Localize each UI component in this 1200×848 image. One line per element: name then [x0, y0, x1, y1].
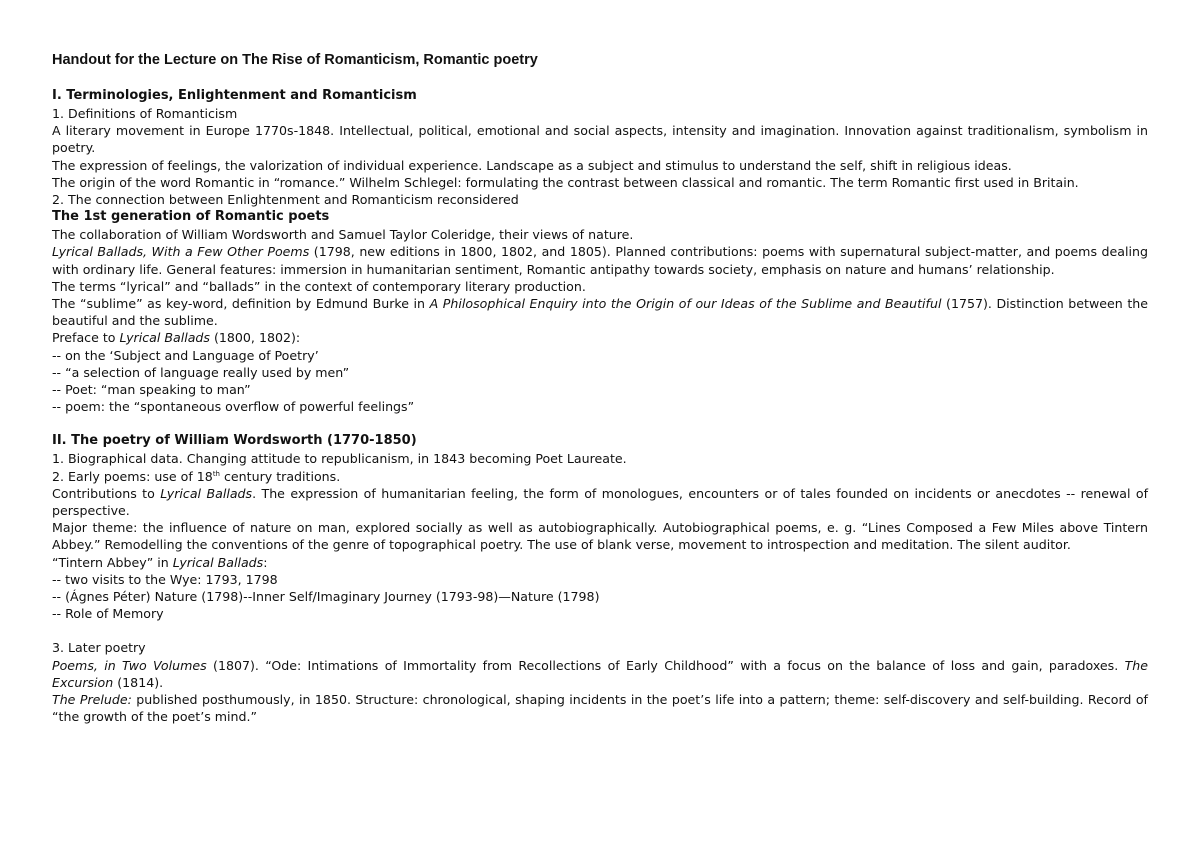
- handout-page: [52, 50, 1148, 726]
- paragraph: The “sublime” as key-word, definition by Edmund Burke in A Philosophical Enquiry into the Origin of our Ideas of the Sublime and Beautiful (1757). Distinction between the beautiful and the sublime.: [52, 296, 1148, 329]
- paragraph: Poems, in Two Volumes (1807). “Ode: Intimations of Immortality from Recollections of Early Childhood” with a focus on the balance of loss and gain, paradoxes. The Excursion (1814).: [52, 657, 1148, 690]
- book-title: The Excursion: [52, 657, 1148, 690]
- list-item: -- two visits to the Wye: 1793, 1798: [52, 571, 278, 587]
- paragraph: Contributions to Lyrical Ballads. The expression of humanitarian feeling, the form of monologues, encounters or of tales founded on incidents or anecdotes -- renewal of perspective.: [52, 485, 1149, 519]
- biographical-subheading: 1. Biographical data. Changing attitude to republicanism, in 1843 becoming Poet Laureate.: [52, 451, 627, 467]
- paragraph: The collaboration of William Wordsworth and Samuel Taylor Coleridge, their views of nature.: [52, 227, 634, 243]
- paragraph: Preface to Lyrical Ballads (1800, 1802):: [52, 330, 301, 346]
- first-generation-heading: The 1st generation of Romantic poets: [52, 209, 330, 225]
- paragraph: The Prelude: published posthumously, in 1850. Structure: chronological, shaping incidents in the poet’s life into a pattern; theme: self-discovery and self-building. Record of “the growth of the poet’s mind.”: [52, 692, 1148, 725]
- list-item: -- “a selection of language really used by men”: [52, 364, 350, 380]
- list-item: -- (Ágnes Péter) Nature (1798)--Inner Self/Imaginary Journey (1793-98)—Nature (1798): [52, 589, 600, 605]
- section-1-heading: I. Terminologies, Enlightenment and Romanticism: [52, 88, 417, 103]
- book-title: Lyrical Ballads: [160, 485, 253, 501]
- book-title: Lyrical Ballads: [119, 330, 210, 346]
- connection-subheading: 2. The connection between Enlightenment and Romanticism reconsidered: [52, 192, 519, 208]
- paragraph: The origin of the word Romantic in “romance.” Wilhelm Schlegel: formulating the contrast between classical and romantic. The term Romantic first used in Britain.: [52, 174, 1079, 190]
- paragraph: The expression of feelings, the valorization of individual experience. Landscape as a subject and stimulus to understand the self, shift in religious ideas.: [52, 157, 1012, 173]
- book-title: Lyrical Ballads: [172, 554, 264, 570]
- later-poetry-subheading: 3. Later poetry: [52, 640, 146, 656]
- list-item: -- on the ‘Subject and Language of Poetry’: [52, 347, 319, 363]
- section-2-heading: II. The poetry of William Wordsworth (1770-1850): [52, 433, 417, 449]
- book-title: Poems, in Two Volumes: [52, 657, 207, 673]
- early-poems-subheading: 2. Early poems: use of 18th century traditions.: [52, 468, 341, 484]
- paragraph: Major theme: the influence of nature on man, explored socially as well as autobiographically. Autobiographical poems, e. g. “Lines Composed a Few Miles above Tintern Abbey.” Remodelling the conventions of the genre of topographical poetry. The use of blank verse, movement to introspection and meditation. The silent auditor.: [52, 520, 1148, 553]
- definitions-subheading: 1. Definitions of Romanticism: [52, 106, 238, 121]
- book-title: Lyrical Ballads, With a Few Other Poems: [52, 244, 310, 260]
- document-title: Handout for the Lecture on The Rise of Romanticism, Romantic poetry: [52, 52, 538, 68]
- list-item: -- Poet: “man speaking to man”: [52, 382, 251, 398]
- book-title: The Prelude:: [52, 692, 132, 708]
- paragraph: “Tintern Abbey” in Lyrical Ballads:: [52, 554, 268, 570]
- paragraph: Lyrical Ballads, With a Few Other Poems (1798, new editions in 1800, 1802, and 1805). Planned contributions: poems with supernatural subject-matter, and poems dealing with ordinary life. General features: immersion in humanitarian sentiment, Romantic antipathy towards society, emphasis on nature and humans’ relationship.: [52, 244, 1148, 277]
- list-item: -- Role of Memory: [52, 606, 164, 622]
- paragraph: The terms “lyrical” and “ballads” in the context of contemporary literary production.: [52, 278, 586, 294]
- paragraph: A literary movement in Europe 1770s-1848. Intellectual, political, emotional and social aspects, intensity and imagination. Innovation against traditionalism, symbolism in poetry.: [52, 123, 1148, 156]
- list-item: -- poem: the “spontaneous overflow of powerful feelings”: [52, 399, 415, 415]
- book-title: A Philosophical Enquiry into the Origin of our Ideas of the Sublime and Beautiful: [429, 296, 942, 312]
